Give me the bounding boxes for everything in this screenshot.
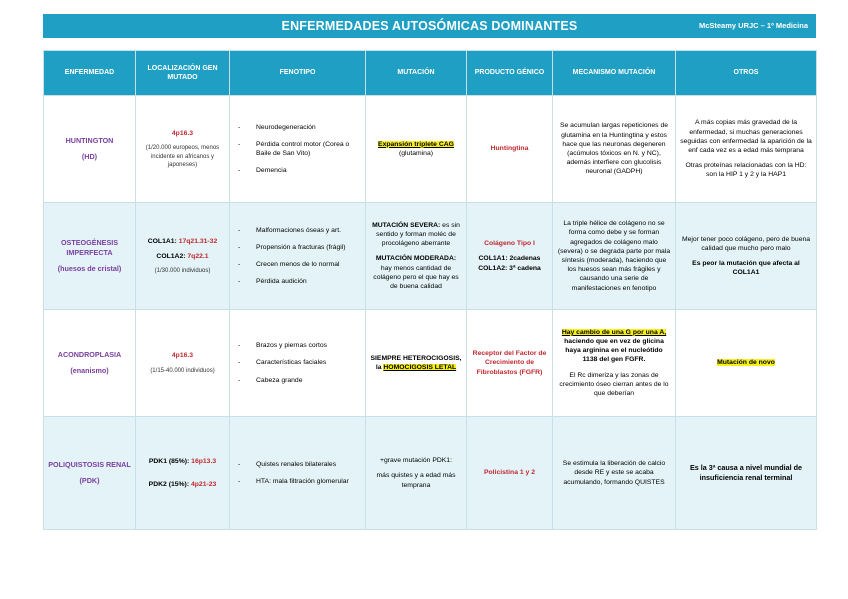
list-item: - Quistes renales bilaterales bbox=[256, 460, 361, 469]
list-item: - Crecen menos de lo normal bbox=[256, 260, 361, 269]
phenotype-cell bbox=[230, 310, 366, 417]
other-cell: A más copias más gravedad de la enfermedad, si muchas generaciones seguidas con enfermedad la aparición de la enf cada vez es a edad más temprana Otras proteínas relacionadas con la HD: son la HIP 1 y 2 y la HAP1 bbox=[676, 96, 817, 203]
title-bar bbox=[43, 14, 816, 38]
phenotype-cell bbox=[230, 96, 366, 203]
location-cell: 4p16.3 (1/20.000 europeos, menos incidente en africanos y japoneses) bbox=[136, 96, 230, 203]
phenotype-cell bbox=[230, 203, 366, 310]
col-header: MECANISMO MUTACIÓN bbox=[553, 51, 676, 96]
list-item: - Pérdida control motor (Corea o Baile de San Vito) bbox=[256, 140, 361, 158]
location-cell: PDK1 (85%): 16p13.3 PDK2 (15%): 4p21-23 bbox=[136, 417, 230, 530]
list-item: - Demencia bbox=[256, 166, 361, 175]
author-label: McSteamy URJC – 1º Medicina bbox=[698, 21, 808, 30]
table-row bbox=[44, 203, 817, 310]
mechanism-cell: La triple hélice de colágeno no se forma como debe y se forman agregados de colágeno malo (severa) o se degrada parte por mala síntesis (moderada), haciendo que los huesos sean más frágiles y causando una serie de manifestaciones en fenotipo bbox=[553, 203, 676, 310]
other-cell: Mejor tener poco colágeno, pero de buena calidad que mucho pero malo Es peor la mutación que afecta al COL1A1 bbox=[676, 203, 817, 310]
col-header: MUTACIÓN bbox=[366, 51, 467, 96]
product-cell: Receptor del Factor de Crecimiento de Fibroblastos (FGFR) bbox=[467, 310, 553, 417]
table-row bbox=[44, 310, 817, 417]
mechanism-cell: Hay cambio de una G por una A, haciendo que en vez de glicina haya arginina en el nucleótido 1138 del gen FGFR. El Rc dimeriza y las zonas de crecimiento óseo cierran antes de lo que deberían bbox=[553, 310, 676, 417]
mutation-cell: Expansión triplete CAG (glutamina) bbox=[366, 96, 467, 203]
disease-cell: HUNTINGTON (HD) bbox=[44, 96, 136, 203]
disease-cell: OSTEOGÉNESIS IMPERFECTA (huesos de cristal) bbox=[44, 203, 136, 310]
other-cell: Es la 3ª causa a nivel mundial de insuficiencia renal terminal bbox=[676, 417, 817, 530]
product-cell: Huntingtina bbox=[467, 96, 553, 203]
list-item: - Características faciales bbox=[256, 358, 361, 367]
col-header: OTROS bbox=[676, 51, 817, 96]
mutation-cell: MUTACIÓN SEVERA: es sin sentido y forman moléc de procolágeno aberrante MUTACIÓN MODERADA: hay menos cantidad de colágeno pero el que hay es de buena calidad bbox=[366, 203, 467, 310]
col-header: PRODUCTO GÉNICO bbox=[467, 51, 553, 96]
table-header-row bbox=[44, 51, 817, 96]
list-item: - Propensión a fracturas (frágil) bbox=[256, 243, 361, 252]
list-item: - Neurodegeneración bbox=[256, 123, 361, 132]
disease-cell: ACONDROPLASIA (enanismo) bbox=[44, 310, 136, 417]
location-cell: 4p16.3 (1/15-40.000 individuos) bbox=[136, 310, 230, 417]
list-item: - HTA: mala filtración glomerular bbox=[256, 477, 361, 486]
diseases-table bbox=[43, 50, 817, 530]
product-cell: Colágeno Tipo I COL1A1: 2cadenas COL1A2: 3ª cadena bbox=[467, 203, 553, 310]
mechanism-cell: Se estimula la liberación de calcio desde RE y este se acaba acumulando, formando QUISTES bbox=[553, 417, 676, 530]
product-cell: Policistina 1 y 2 bbox=[467, 417, 553, 530]
phenotype-cell bbox=[230, 417, 366, 530]
page-title: ENFERMEDADES AUTOSÓMICAS DOMINANTES bbox=[281, 19, 578, 33]
other-cell: Mutación de novo bbox=[676, 310, 817, 417]
list-item: - Cabeza grande bbox=[256, 376, 361, 385]
col-header: LOCALIZACIÓN GEN MUTADO bbox=[136, 51, 230, 96]
mutation-cell: +grave mutación PDK1: más quistes y a edad más temprana bbox=[366, 417, 467, 530]
col-header: ENFERMEDAD bbox=[44, 51, 136, 96]
mechanism-cell: Se acumulan largas repeticiones de glutamina en la Huntingtina y estos hace que las neuronas degeneren (acúmulos tóxicos en N. y NC), además interfiere con glucolisis neuronal (GADPH) bbox=[553, 96, 676, 203]
list-item: - Pérdida audición bbox=[256, 277, 361, 286]
mutation-cell: SIEMPRE HETEROCIGOSIS, la HOMOCIGOSIS LETAL bbox=[366, 310, 467, 417]
location-cell: COL1A1: 17q21.31-32 COL1A2: 7q22.1 (1/30.000 individuos) bbox=[136, 203, 230, 310]
disease-cell: POLIQUISTOSIS RENAL (PDK) bbox=[44, 417, 136, 530]
table-row bbox=[44, 417, 817, 530]
table-row bbox=[44, 96, 817, 203]
list-item: - Malformaciones óseas y art. bbox=[256, 226, 361, 235]
list-item: - Brazos y piernas cortos bbox=[256, 341, 361, 350]
col-header: FENOTIPO bbox=[230, 51, 366, 96]
